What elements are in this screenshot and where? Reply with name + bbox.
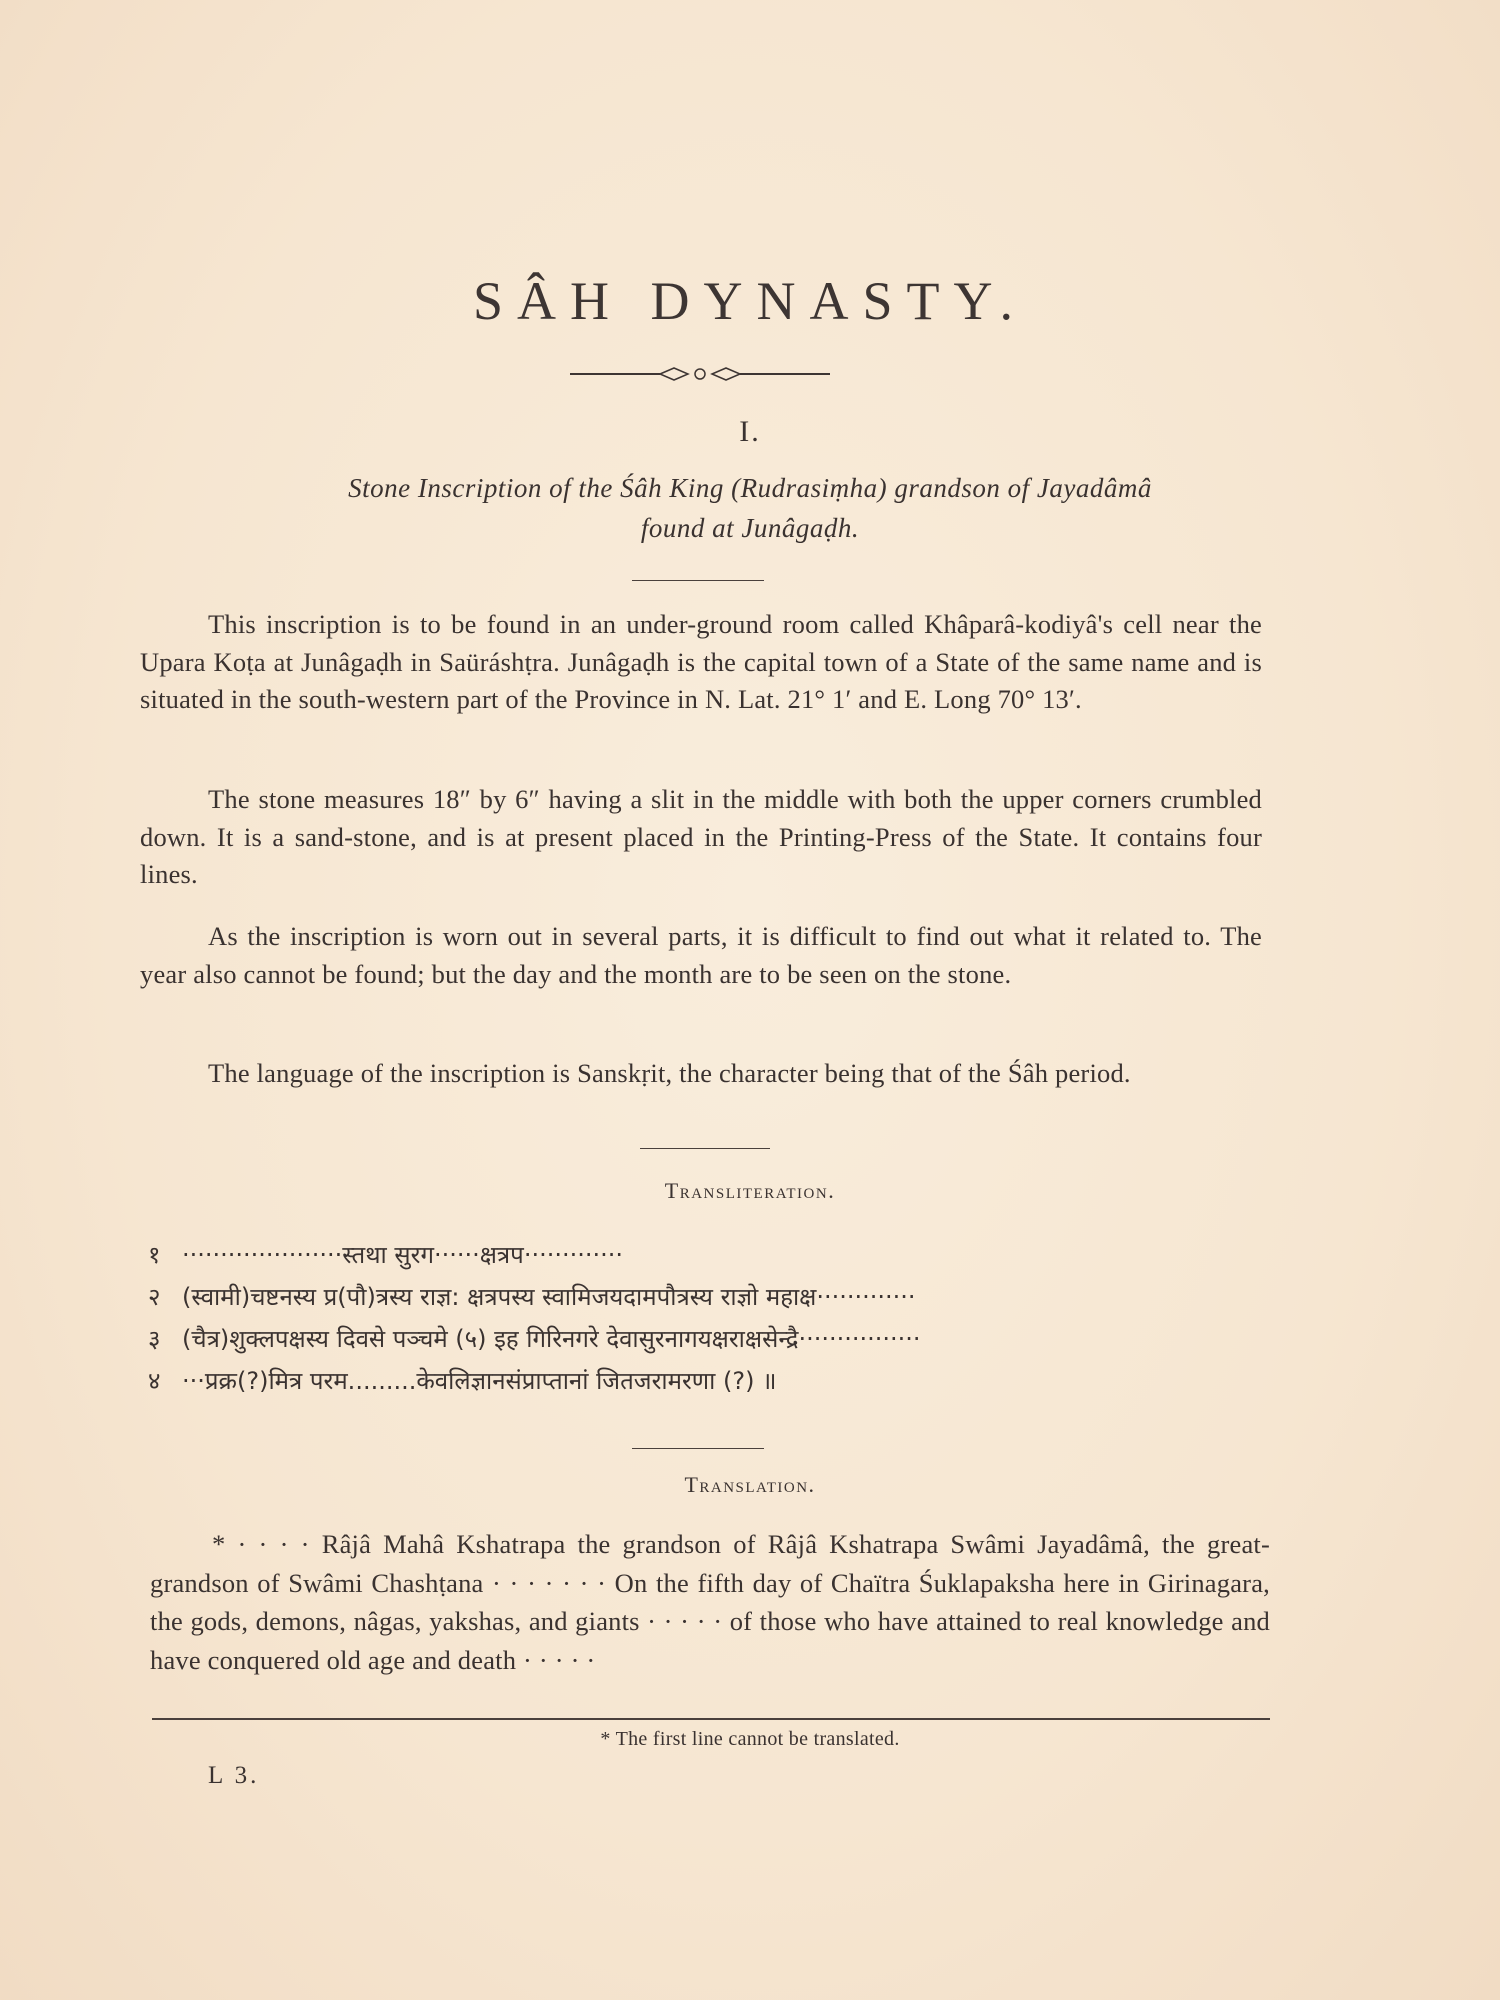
- line-text: ·····················स्तथा सुरग······क्षत्रप·············: [182, 1241, 623, 1269]
- paragraph-language: The language of the inscription is Sanskṛit, the character being that of the Śâh period.: [208, 1058, 1131, 1088]
- page-title: SÂH DYNASTY.: [472, 271, 1028, 331]
- transliteration-heading: Transliteration.: [664, 1178, 836, 1203]
- transliteration-line: [148, 1364, 776, 1397]
- divider-rule: [632, 580, 764, 581]
- line-text: (चैत्र)शुक्लपक्षस्य दिवसे पञ्चमे (५) इह गिरिनगरे देवासुरनागयक्षराक्षसेन्द्रै················: [182, 1325, 921, 1353]
- line-number: २: [148, 1283, 161, 1311]
- line-number: ३: [148, 1325, 161, 1353]
- subtitle-line-2: found at Junâgaḍh.: [640, 513, 860, 543]
- line-number: ४: [148, 1367, 161, 1395]
- transliteration-line: [148, 1280, 916, 1313]
- transliteration-line: [148, 1238, 623, 1271]
- page-signature: L 3.: [208, 1762, 260, 1789]
- translation-text: * · · · · Râjâ Mahâ Kshatrapa the grandson of Râjâ Kshatrapa Swâmi Jayadâmâ, the great-grandson of Swâmi Chashṭana · · · · · · · On the fifth day of Chaïtra Śuklapaksha here in Girinagara, the gods, demons, nâgas, yakshas, and giants · · · · · of those who have attained to real knowledge and have conquered old age and death · · · · ·: [150, 1529, 1270, 1675]
- line-text: ···प्रक्र(?)मित्र परम.........केवलिज्ञानसंप्राप्तानां जितजरामरणा (?) ॥: [182, 1367, 777, 1395]
- footnote: * The first line cannot be translated.: [600, 1728, 900, 1750]
- subtitle-line-1: Stone Inscription of the Śâh King (Rudrasiṃha) grandson of Jayadâmâ: [348, 473, 1152, 503]
- translation-heading: Translation.: [684, 1472, 816, 1497]
- paragraph-location: This inscription is to be found in an under-ground room called Khâparâ-kodiyâ's cell near the Upara Koṭa at Junâgaḍh in Saüráshṭra. Junâgaḍh is the capital town of a State of the same name and is situated in the south-western part of the Province in N. Lat. 21° 1′ and E. Long 70° 13′.: [140, 609, 1262, 714]
- ornament-divider-icon: [570, 360, 830, 388]
- footnote-rule: [152, 1718, 1270, 1720]
- divider-rule: [632, 1448, 764, 1449]
- line-text: (स्वामी)चष्टनस्य प्र(पौ)त्रस्य राज्ञ: क्षत्रपस्य स्वामिजयदामपौत्रस्य राज्ञो महाक्ष·············: [182, 1283, 916, 1311]
- paragraph-stone: The stone measures 18″ by 6″ having a slit in the middle with both the upper corners crumbled down. It is a sand-stone, and is at present placed in the Printing-Press of the State. It contains four lines.: [140, 784, 1262, 889]
- section-number: I.: [739, 415, 761, 448]
- transliteration-line: [148, 1322, 921, 1355]
- inscription-subtitle: [150, 468, 1350, 548]
- divider-rule: [640, 1148, 770, 1149]
- paragraph-condition: As the inscription is worn out in several parts, it is difficult to find out what it related to. The year also cannot be found; but the day and the month are to be seen on the stone.: [140, 921, 1262, 989]
- line-number: १: [148, 1241, 161, 1269]
